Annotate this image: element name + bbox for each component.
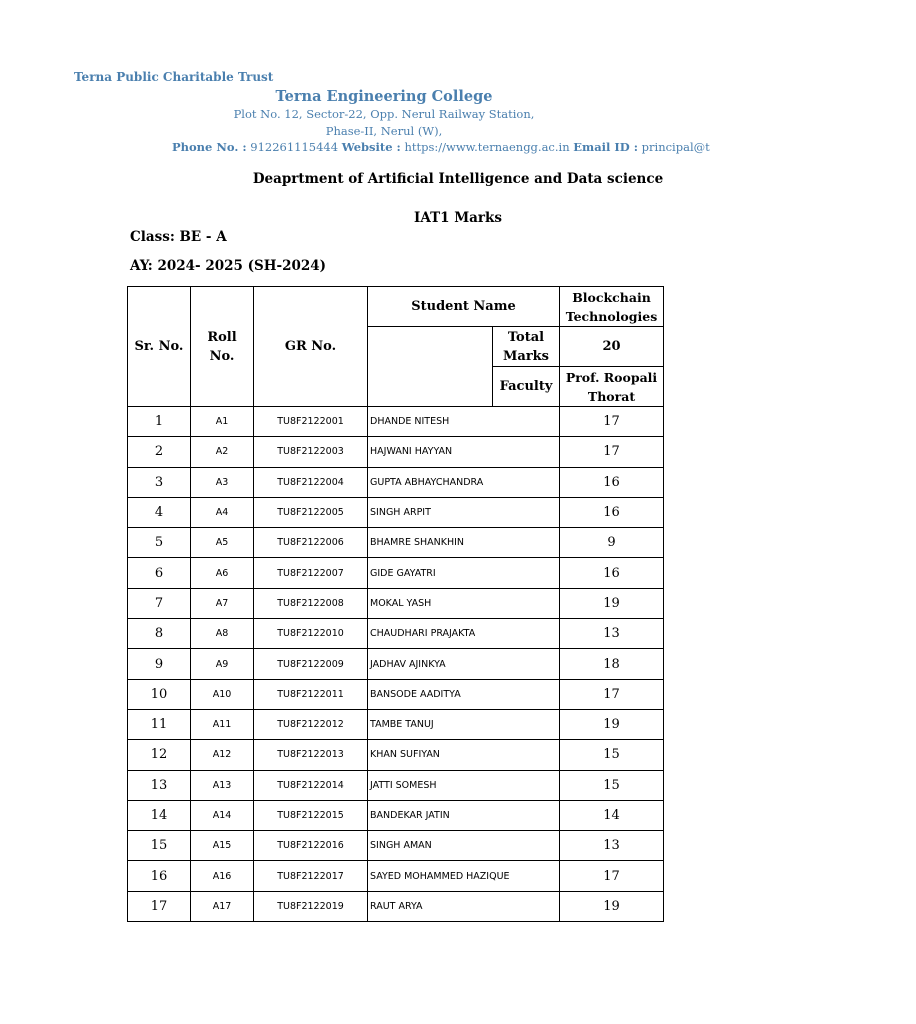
college-name: Terna Engineering College: [275, 88, 493, 105]
cell-gr-no: TU8F2122001: [254, 407, 368, 437]
cell-sr-no: 7: [128, 588, 191, 618]
cell-marks: 15: [560, 770, 664, 800]
cell-marks: 14: [560, 800, 664, 830]
cell-sr-no: 5: [128, 528, 191, 558]
header-blank: [368, 327, 493, 407]
cell-marks: 19: [560, 709, 664, 739]
cell-marks: 17: [560, 437, 664, 467]
marks-table: [127, 286, 664, 922]
cell-marks: 17: [560, 861, 664, 891]
table-row: [128, 528, 664, 558]
cell-sr-no: 4: [128, 497, 191, 527]
address-line-2: Phase-II, Nerul (W),: [325, 124, 443, 138]
cell-marks: 16: [560, 497, 664, 527]
cell-sr-no: 12: [128, 740, 191, 770]
cell-student-name: HAJWANI HAYYAN: [368, 437, 560, 467]
header-gr-no: GR No.: [254, 287, 368, 407]
table-row: [128, 891, 664, 921]
cell-sr-no: 15: [128, 831, 191, 861]
cell-student-name: GIDE GAYATRI: [368, 558, 560, 588]
cell-roll-no: A1: [191, 407, 254, 437]
cell-gr-no: TU8F2122010: [254, 619, 368, 649]
table-row: [128, 588, 664, 618]
table-row: [128, 770, 664, 800]
cell-student-name: JATTI SOMESH: [368, 770, 560, 800]
cell-marks: 13: [560, 619, 664, 649]
table-row: [128, 649, 664, 679]
cell-sr-no: 10: [128, 679, 191, 709]
website-link[interactable]: https://www.ternaengg.ac.in: [404, 140, 570, 154]
header-faculty-label: Faculty: [493, 367, 560, 407]
cell-sr-no: 2: [128, 437, 191, 467]
table-row: [128, 407, 664, 437]
website-label: Website :: [341, 140, 401, 154]
cell-sr-no: 17: [128, 891, 191, 921]
header-subject: Blockchain Technologies: [560, 287, 664, 327]
table-row: [128, 679, 664, 709]
cell-roll-no: A14: [191, 800, 254, 830]
cell-student-name: KHAN SUFIYAN: [368, 740, 560, 770]
table-row: [128, 497, 664, 527]
cell-roll-no: A8: [191, 619, 254, 649]
cell-roll-no: A7: [191, 588, 254, 618]
exam-title: IAT1 Marks: [414, 210, 502, 226]
header-student-name: Student Name: [368, 287, 560, 327]
cell-marks: 13: [560, 831, 664, 861]
cell-roll-no: A12: [191, 740, 254, 770]
table-row: [128, 467, 664, 497]
cell-gr-no: TU8F2122006: [254, 528, 368, 558]
department-title: Deaprtment of Artificial Intelligence and Data science: [252, 171, 664, 187]
table-row: [128, 709, 664, 739]
cell-marks: 19: [560, 891, 664, 921]
academic-year-line: AY: 2024- 2025 (SH-2024): [130, 258, 327, 274]
cell-student-name: BHAMRE SHANKHIN: [368, 528, 560, 558]
cell-gr-no: TU8F2122011: [254, 679, 368, 709]
phone-number: 912261115444: [250, 140, 339, 154]
cell-gr-no: TU8F2122013: [254, 740, 368, 770]
header-roll-no: Roll No.: [191, 287, 254, 407]
table-row: [128, 558, 664, 588]
cell-student-name: RAUT ARYA: [368, 891, 560, 921]
table-row: [128, 619, 664, 649]
cell-gr-no: TU8F2122012: [254, 709, 368, 739]
header-sr-no: Sr. No.: [128, 287, 191, 407]
cell-sr-no: 13: [128, 770, 191, 800]
cell-student-name: GUPTA ABHAYCHANDRA: [368, 467, 560, 497]
cell-sr-no: 6: [128, 558, 191, 588]
cell-marks: 16: [560, 467, 664, 497]
cell-student-name: TAMBE TANUJ: [368, 709, 560, 739]
cell-gr-no: TU8F2122008: [254, 588, 368, 618]
cell-gr-no: TU8F2122003: [254, 437, 368, 467]
header-total-marks-value: 20: [560, 327, 664, 367]
cell-marks: 17: [560, 679, 664, 709]
cell-gr-no: TU8F2122004: [254, 467, 368, 497]
email-label: Email ID :: [573, 140, 639, 154]
cell-sr-no: 3: [128, 467, 191, 497]
cell-marks: 16: [560, 558, 664, 588]
table-row: [128, 800, 664, 830]
cell-student-name: DHANDE NITESH: [368, 407, 560, 437]
cell-sr-no: 16: [128, 861, 191, 891]
cell-roll-no: A2: [191, 437, 254, 467]
address-line-1: Plot No. 12, Sector-22, Opp. Nerul Railway Station,: [233, 107, 535, 121]
table-row: [128, 740, 664, 770]
phone-label: Phone No. :: [172, 140, 247, 154]
table-row: [128, 437, 664, 467]
cell-student-name: CHAUDHARI PRAJAKTA: [368, 619, 560, 649]
cell-roll-no: A13: [191, 770, 254, 800]
cell-sr-no: 11: [128, 709, 191, 739]
cell-student-name: SINGH AMAN: [368, 831, 560, 861]
trust-name: Terna Public Charitable Trust: [74, 70, 274, 84]
cell-roll-no: A11: [191, 709, 254, 739]
cell-student-name: MOKAL YASH: [368, 588, 560, 618]
cell-gr-no: TU8F2122017: [254, 861, 368, 891]
cell-gr-no: TU8F2122005: [254, 497, 368, 527]
cell-gr-no: TU8F2122014: [254, 770, 368, 800]
cell-sr-no: 1: [128, 407, 191, 437]
cell-sr-no: 9: [128, 649, 191, 679]
cell-roll-no: A9: [191, 649, 254, 679]
header-total-marks-label: Total Marks: [493, 327, 560, 367]
cell-marks: 17: [560, 407, 664, 437]
cell-gr-no: TU8F2122015: [254, 800, 368, 830]
cell-roll-no: A16: [191, 861, 254, 891]
cell-sr-no: 8: [128, 619, 191, 649]
class-line: Class: BE - A: [130, 229, 227, 245]
cell-marks: 9: [560, 528, 664, 558]
cell-gr-no: TU8F2122019: [254, 891, 368, 921]
cell-student-name: SINGH ARPIT: [368, 497, 560, 527]
cell-marks: 19: [560, 588, 664, 618]
cell-roll-no: A6: [191, 558, 254, 588]
table-row: [128, 861, 664, 891]
cell-student-name: JADHAV AJINKYA: [368, 649, 560, 679]
cell-student-name: BANDEKAR JATIN: [368, 800, 560, 830]
cell-marks: 15: [560, 740, 664, 770]
contact-line: [172, 140, 710, 154]
cell-roll-no: A10: [191, 679, 254, 709]
cell-student-name: BANSODE AADITYA: [368, 679, 560, 709]
email-address[interactable]: principal@t: [641, 140, 710, 154]
cell-roll-no: A17: [191, 891, 254, 921]
table-row: [128, 831, 664, 861]
cell-roll-no: A15: [191, 831, 254, 861]
cell-roll-no: A4: [191, 497, 254, 527]
header-faculty-value: Prof. Roopali Thorat: [560, 367, 664, 407]
cell-student-name: SAYED MOHAMMED HAZIQUE: [368, 861, 560, 891]
cell-gr-no: TU8F2122016: [254, 831, 368, 861]
cell-sr-no: 14: [128, 800, 191, 830]
cell-roll-no: A3: [191, 467, 254, 497]
cell-gr-no: TU8F2122007: [254, 558, 368, 588]
cell-roll-no: A5: [191, 528, 254, 558]
cell-marks: 18: [560, 649, 664, 679]
cell-gr-no: TU8F2122009: [254, 649, 368, 679]
